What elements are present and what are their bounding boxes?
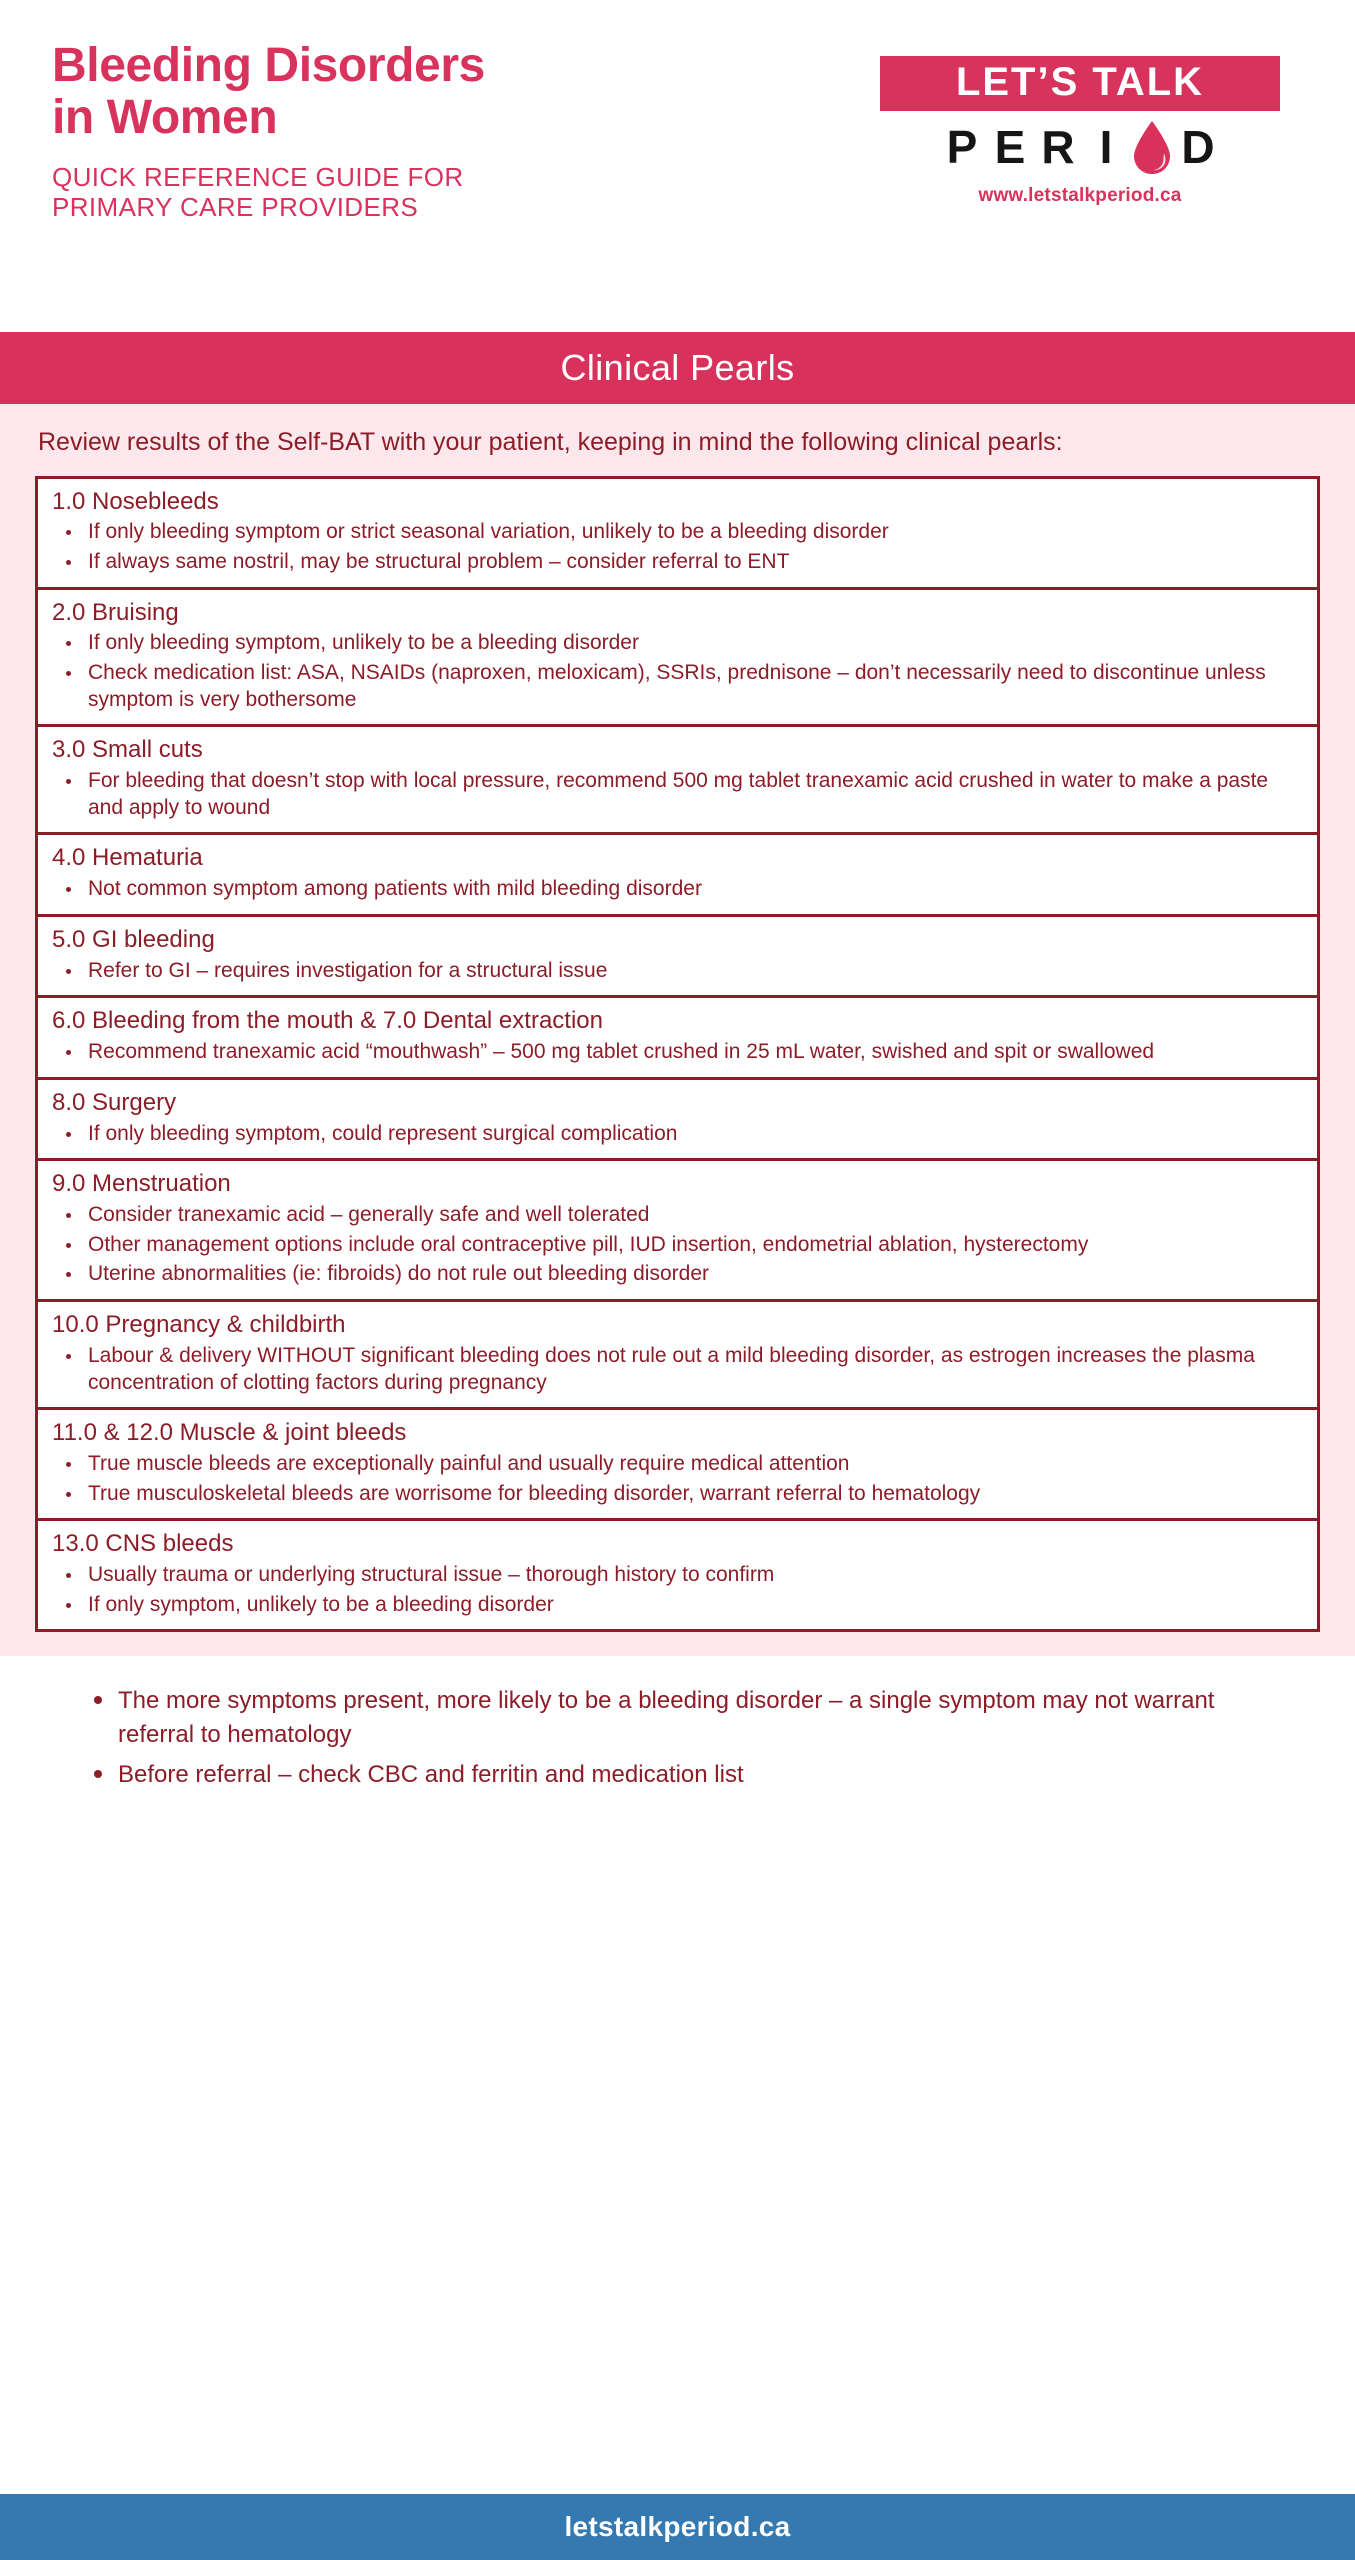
pearl-heading: 13.0 CNS bleeds	[52, 1530, 234, 1558]
title-block	[52, 40, 692, 223]
pearl-heading: 8.0 Surgery	[52, 1088, 177, 1116]
pearl-item: If only bleeding symptom or strict seasonal variation, unlikely to be a bleeding disorder	[52, 519, 1303, 546]
pearl-list	[52, 1039, 1303, 1066]
pearl-item: Recommend tranexamic acid “mouthwash” – 500 mg tablet crushed in 25 mL water, swished and spit or swallowed	[52, 1039, 1303, 1066]
footer-website-url[interactable]: letstalkperiod.ca	[564, 2511, 791, 2542]
pearl-item: Not common symptom among patients with mild bleeding disorder	[52, 876, 1303, 903]
pearls-body	[0, 404, 1355, 1656]
pearl-item: If always same nostril, may be structural problem – consider referral to ENT	[52, 549, 1303, 576]
intro-paragraph: Review results of the Self-BAT with your patient, keeping in mind the following clinical pearls:	[38, 428, 1063, 456]
pearl-heading: 3.0 Small cuts	[52, 736, 203, 764]
pearl-row	[38, 835, 1317, 916]
pearl-item: Consider tranexamic acid – generally safe and well tolerated	[52, 1202, 1303, 1229]
logo-letter-i: I	[1099, 121, 1113, 173]
pearl-item: True musculoskeletal bleeds are worrisome for bleeding disorder, warrant referral to hematology	[52, 1481, 1303, 1508]
summary-section	[0, 1656, 1355, 1823]
pearl-list	[52, 519, 1303, 575]
pearl-row	[38, 727, 1317, 835]
lets-talk-period-logo[interactable]	[880, 56, 1280, 207]
pearl-heading: 4.0 Hematuria	[52, 844, 203, 872]
pearl-row	[38, 998, 1317, 1079]
pearl-item: Other management options include oral contraceptive pill, IUD insertion, endometrial ablation, hysterectomy	[52, 1232, 1303, 1259]
clinical-pearls-banner	[0, 332, 1355, 404]
logo-letter-d: D	[1181, 121, 1215, 173]
pearl-item: If only bleeding symptom, unlikely to be a bleeding disorder	[52, 630, 1303, 657]
page-header	[0, 0, 1355, 332]
pearl-item: If only bleeding symptom, could represent surgical complication	[52, 1121, 1303, 1148]
pearl-heading: 10.0 Pregnancy & childbirth	[52, 1311, 346, 1339]
pearl-item: Labour & delivery WITHOUT significant bleeding does not rule out a mild bleeding disorder, as estrogen increases the plasma concentration of clotting factors during pregnancy	[52, 1343, 1303, 1396]
pearl-heading: 9.0 Menstruation	[52, 1170, 231, 1198]
summary-item: Before referral – check CBC and ferritin and medication list	[60, 1758, 1295, 1792]
pearl-list	[52, 630, 1303, 713]
blood-drop-icon	[1130, 119, 1174, 175]
pearl-row	[38, 1080, 1317, 1161]
pearl-item: Check medication list: ASA, NSAIDs (naproxen, meloxicam), SSRIs, prednisone – don’t necessarily need to discontinue unless symptom is very bothersome	[52, 660, 1303, 713]
pearl-item: Usually trauma or underlying structural issue – thorough history to confirm	[52, 1562, 1303, 1589]
page-title-line-2: in Women	[52, 90, 278, 144]
pearl-item: Refer to GI – requires investigation for a structural issue	[52, 958, 1303, 985]
pearl-heading: 11.0 & 12.0 Muscle & joint bleeds	[52, 1419, 407, 1447]
clinical-pearls-table	[35, 476, 1320, 1633]
page-subtitle	[52, 162, 692, 223]
pearl-row	[38, 1410, 1317, 1521]
page-title-line-1: Bleeding Disorders	[52, 39, 485, 92]
pearl-list	[52, 1562, 1303, 1618]
pearl-list	[52, 1202, 1303, 1288]
pearl-heading: 5.0 GI bleeding	[52, 925, 215, 953]
logo-letter-r: R	[1041, 121, 1075, 173]
pearl-list	[52, 1121, 1303, 1148]
pearl-list	[52, 876, 1303, 903]
pearl-row	[38, 479, 1317, 590]
summary-item: The more symptoms present, more likely to be a bleeding disorder – a single symptom may not warrant referral to hematology	[60, 1684, 1295, 1751]
pearl-list	[52, 768, 1303, 821]
pearl-row	[38, 1521, 1317, 1629]
pearl-heading: 1.0 Nosebleeds	[52, 487, 219, 515]
logo-lets-talk-banner: LET’S TALK	[880, 56, 1280, 111]
pearl-heading: 2.0 Bruising	[52, 598, 179, 626]
pearl-row	[38, 1302, 1317, 1410]
page-subtitle-line-1: QUICK REFERENCE GUIDE FOR	[52, 161, 464, 192]
pearl-heading: 6.0 Bleeding from the mouth & 7.0 Dental extraction	[52, 1007, 603, 1035]
page-footer	[0, 2494, 1355, 2560]
logo-period-wordmark	[880, 119, 1280, 175]
pearl-list	[52, 958, 1303, 985]
pearl-item: True muscle bleeds are exceptionally painful and usually require medical attention	[52, 1451, 1303, 1478]
logo-letter-p: P	[946, 121, 978, 173]
logo-letter-e: E	[994, 121, 1026, 173]
page-subtitle-line-2: PRIMARY CARE PROVIDERS	[52, 192, 419, 223]
pearl-row	[38, 590, 1317, 728]
pearl-item: For bleeding that doesn’t stop with local pressure, recommend 500 mg tablet tranexamic acid crushed in water to make a paste and apply to wound	[52, 768, 1303, 821]
pearl-item: Uterine abnormalities (ie: fibroids) do not rule out bleeding disorder	[52, 1261, 1303, 1288]
banner-title: Clinical Pearls	[560, 347, 795, 388]
page-title	[52, 40, 692, 144]
pearl-list	[52, 1451, 1303, 1507]
pearl-item: If only symptom, unlikely to be a bleeding disorder	[52, 1592, 1303, 1619]
pearl-row	[38, 1161, 1317, 1302]
logo-website-url[interactable]: www.letstalkperiod.ca	[978, 185, 1182, 206]
summary-list	[0, 1684, 1355, 1791]
pearl-row	[38, 917, 1317, 998]
pearl-list	[52, 1343, 1303, 1396]
